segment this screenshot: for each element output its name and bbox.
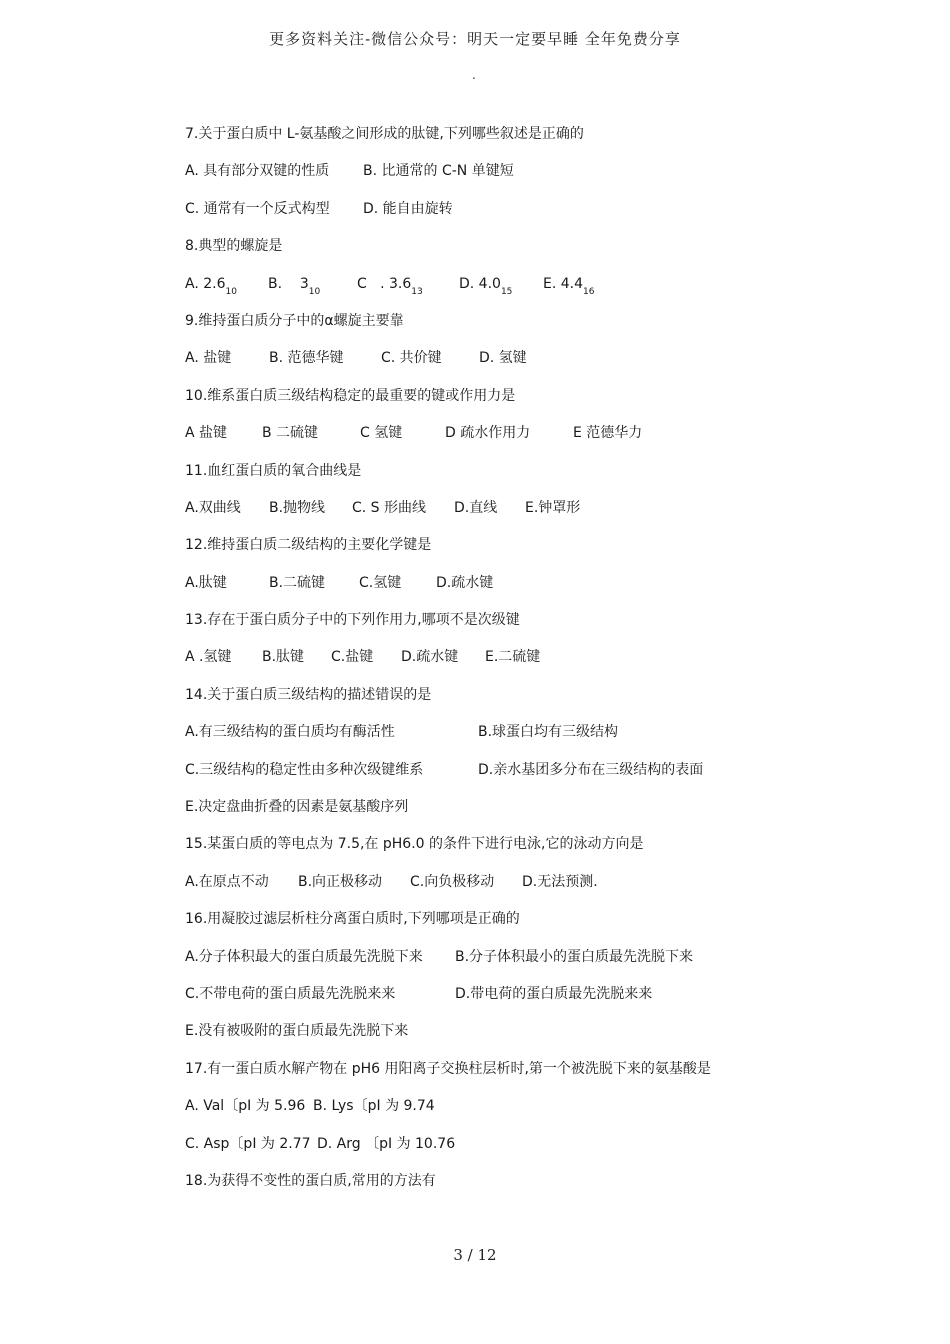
q15-stem: 15.某蛋白质的等电点为 7.5,在 pH6.0 的条件下进行电泳,它的泳动方向是 (185, 836, 644, 853)
q8-option-b-subscript: 10 (308, 286, 321, 297)
q10-option-b: B 二硫键 (262, 425, 319, 442)
q13-option-e: E.二硫键 (485, 649, 541, 666)
options-row (185, 758, 805, 795)
question-stem (185, 907, 805, 944)
q13-option-b: B.肽键 (262, 649, 305, 666)
q11-stem: 11.血红蛋白质的氧合曲线是 (185, 462, 362, 479)
q17-option-a: A. Val〔pI 为 5.96 (185, 1098, 306, 1115)
options-row (185, 645, 805, 682)
q11-option-e: E.钟罩形 (525, 499, 581, 516)
q11-option-a: A.双曲线 (185, 499, 241, 516)
options-row (185, 870, 805, 907)
options-row (185, 197, 805, 234)
q10-option-d: D 疏水作用力 (445, 425, 531, 442)
q7-stem: 7.关于蛋白质中 L-氨基酸之间形成的肽键,下列哪些叙述是正确的 (185, 126, 584, 142)
q9-stem: 9.维持蛋白质分子中的α螺旋主要靠 (185, 312, 404, 329)
options-row (185, 1132, 805, 1169)
page-number: 3 / 12 (453, 1246, 497, 1264)
q13-stem: 13.存在于蛋白质分子中的下列作用力,哪项不是次级键 (185, 612, 520, 629)
q14-stem: 14.关于蛋白质三级结构的描述错误的是 (185, 686, 432, 703)
question-stem (185, 608, 805, 645)
q8-option-c-text: C . 3.6 (357, 275, 412, 292)
q15-option-d: D.无法预测. (522, 873, 598, 890)
q8-option-a (185, 272, 268, 296)
q17-option-c: C. Asp〔pI 为 2.77 (185, 1135, 311, 1152)
q14-option-e: E.决定盘曲折叠的因素是氨基酸序列 (185, 799, 409, 816)
q8-option-a-text: A. 2.6 (185, 275, 226, 292)
q8-option-e-text: E. 4.4 (543, 275, 584, 292)
q14-option-d: D.亲水基团多分布在三级结构的表面 (478, 761, 704, 778)
options-row (185, 272, 805, 309)
q11-option-d: D.直线 (454, 499, 498, 516)
question-list (185, 122, 805, 1206)
q10-option-a: A 盐键 (185, 425, 228, 442)
q15-option-b: B.向正极移动 (298, 873, 383, 890)
question-stem (185, 234, 805, 271)
q8-option-e (543, 272, 594, 296)
q17-stem: 17.有一蛋白质水解产物在 pH6 用阳离子交换柱层析时,第一个被洗脱下来的氨基酸是 (185, 1060, 711, 1077)
q9-option-a: A. 盐键 (185, 350, 232, 367)
question-stem (185, 683, 805, 720)
q16-option-e: E.没有被吸附的蛋白质最先洗脱下来 (185, 1023, 409, 1040)
q12-option-d: D.疏水键 (436, 574, 494, 591)
question-stem (185, 384, 805, 421)
q16-stem: 16.用凝胶过滤层析柱分离蛋白质时,下列哪项是正确的 (185, 911, 520, 928)
options-row (185, 1019, 805, 1056)
options-row (185, 496, 805, 533)
options-row (185, 346, 805, 383)
q11-option-c: C. S 形曲线 (352, 499, 427, 516)
q8-option-a-subscript: 10 (225, 286, 237, 297)
q7-option-d: D. 能自由旋转 (363, 200, 453, 217)
q8-option-d (459, 272, 543, 296)
q12-stem: 12.维持蛋白质二级结构的主要化学键是 (185, 537, 432, 554)
page-header: 更多资料关注-微信公众号：明天一定要早睡 全年免费分享 (269, 30, 681, 48)
q13-option-a: A .氢键 (185, 649, 232, 666)
question-stem (185, 309, 805, 346)
options-row (185, 982, 805, 1019)
q7-option-c: C. 通常有一个反式构型 (185, 200, 330, 217)
q9-option-b: B. 范德华键 (269, 350, 344, 367)
question-stem (185, 1169, 805, 1206)
q10-option-c: C 氢键 (360, 425, 403, 442)
q15-option-c: C.向负极移动 (410, 873, 495, 890)
q14-option-a: A.有三级结构的蛋白质均有酶活性 (185, 724, 395, 741)
options-row (185, 421, 805, 458)
q8-stem: 8.典型的螺旋是 (185, 238, 283, 255)
options-row (185, 795, 805, 832)
q12-option-a: A.肽键 (185, 574, 227, 591)
options-row (185, 945, 805, 982)
options-row (185, 571, 805, 608)
q8-option-c (357, 272, 459, 296)
q8-option-e-subscript: 16 (583, 286, 595, 297)
q9-option-d: D. 氢键 (479, 350, 527, 367)
q10-option-e: E 范德华力 (573, 425, 643, 442)
q14-option-c: C.三级结构的稳定性由多种次级键维系 (185, 761, 424, 778)
question-stem (185, 122, 805, 159)
q16-option-b: B.分子体积最小的蛋白质最先洗脱下来 (455, 948, 694, 965)
q12-option-c: C.氢键 (359, 574, 402, 591)
question-stem (185, 1057, 805, 1094)
options-row (185, 1094, 805, 1131)
q15-option-a: A.在原点不动 (185, 873, 269, 890)
q16-option-c: C.不带电荷的蛋白质最先洗脱来来 (185, 985, 396, 1002)
options-row (185, 159, 805, 196)
q9-option-c: C. 共价键 (381, 350, 442, 367)
header-dot: . (472, 68, 476, 82)
q11-option-b: B.抛物线 (269, 499, 326, 516)
q14-option-b: B.球蛋白均有三级结构 (478, 724, 619, 741)
q8-option-d-subscript: 15 (500, 286, 513, 297)
q17-option-b: B. Lys〔pI 为 9.74 (313, 1098, 435, 1115)
q7-option-b: B. 比通常的 C-N 单键短 (363, 163, 514, 180)
q7-option-a: A. 具有部分双键的性质 (185, 163, 330, 180)
q16-option-d: D.带电荷的蛋白质最先洗脱来来 (455, 985, 653, 1002)
q8-option-b (268, 272, 357, 296)
question-stem (185, 533, 805, 570)
q8-option-c-subscript: 13 (411, 286, 423, 297)
q12-option-b: B.二硫键 (269, 574, 326, 591)
options-row (185, 720, 805, 757)
q8-option-b-text: B. 3 (268, 275, 309, 292)
q13-option-c: C.盐键 (331, 649, 374, 666)
question-stem (185, 832, 805, 869)
q17-option-d: D. Arg 〔pI 为 10.76 (317, 1135, 456, 1152)
question-stem (185, 459, 805, 496)
q16-option-a: A.分子体积最大的蛋白质最先洗脱下来 (185, 948, 423, 965)
q8-option-d-text: D. 4.0 (459, 275, 501, 292)
q10-stem: 10.维系蛋白质三级结构稳定的最重要的键或作用力是 (185, 387, 516, 404)
q13-option-d: D.疏水键 (401, 649, 459, 666)
q18-stem: 18.为获得不变性的蛋白质,常用的方法有 (185, 1172, 436, 1189)
